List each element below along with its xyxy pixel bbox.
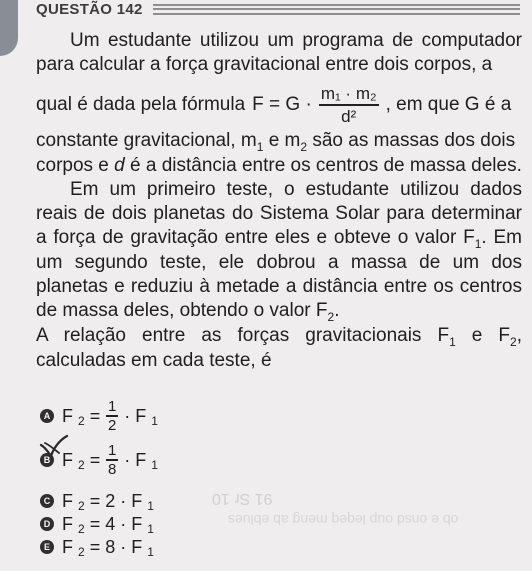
option-a[interactable] (40, 398, 158, 434)
option-a-denominator: 2 (108, 416, 117, 434)
paragraph-1-line-4-end: é a distância entre os centros de massa deles. (124, 155, 522, 176)
option-b-suffix: · F (124, 449, 147, 470)
option-c-letter: C (40, 494, 54, 508)
option-e-main: F (62, 536, 73, 557)
formula-suffix: , em que G é a (385, 94, 512, 115)
question-header (36, 0, 520, 18)
paragraph-2-end: . (334, 300, 340, 321)
paragraph-1-line-4 (36, 154, 522, 178)
mass-1-subscript: 1 (256, 140, 264, 154)
option-a-prefix: F (62, 405, 73, 426)
force-1-subscript: 1 (474, 237, 482, 251)
option-a-numerator: 1 (108, 398, 117, 416)
formula-fraction (319, 85, 379, 125)
bleed-through-text-1: 91 Sr 10 (212, 490, 273, 507)
paragraph-2 (36, 178, 522, 324)
option-b-denominator: 8 (108, 460, 117, 478)
option-d-main: F (62, 513, 73, 534)
formula-fraction-bar (319, 104, 379, 106)
option-c-rest: = 2 · F (89, 490, 143, 511)
option-c-rest-sub: 1 (147, 499, 154, 513)
paragraph-1-line-3-end: são as massas dos dois (307, 130, 516, 151)
option-e-text (62, 537, 154, 558)
option-d-rest-sub: 1 (147, 522, 154, 536)
option-e[interactable] (40, 535, 154, 559)
option-b-prefix: F (62, 449, 73, 470)
option-a-equals: = (89, 405, 101, 426)
option-c-main-sub: 2 (78, 499, 85, 513)
option-c-text (62, 491, 154, 512)
option-b-fraction (106, 443, 118, 477)
option-e-rest: = 8 · F (89, 536, 143, 557)
option-b-text (62, 443, 158, 477)
mass-2-subscript: 2 (300, 140, 308, 154)
formula-line (36, 81, 522, 129)
paragraph-3-subscript-1: 1 (449, 335, 456, 349)
option-e-main-sub: 2 (78, 545, 85, 559)
paragraph-3-text: A relação entre as forças gravitacionais F (36, 325, 450, 346)
formula-numerator: m₁ · m₂ (320, 84, 377, 104)
distance-symbol: d (114, 155, 125, 176)
formula-prefix: qual é dada pela fórmula (36, 94, 246, 115)
option-d-text (62, 514, 154, 535)
option-e-letter: E (40, 540, 54, 554)
paragraph-3 (36, 324, 522, 373)
force-2-subscript: 2 (327, 310, 335, 324)
paragraph-2-text: Em um primeiro teste, o estudante utilizou dados reais de dois planetas do Sistema Solar para determinar a força de gravitação entre eles e obteve o valor F (36, 179, 522, 248)
paragraph-1-line-3 (36, 129, 522, 154)
question-text (36, 29, 522, 373)
option-b-numerator: 1 (108, 442, 117, 460)
paragraph-2-mid: . Em um segundo teste, ele dobrou a massa de um dos planetas e reduziu à metade a distância entre os centros de massa deles, obtendo o valor F (36, 227, 522, 321)
option-b-suffix-sub: 1 (151, 458, 158, 472)
formula-denominator: d² (341, 106, 357, 126)
option-c-main: F (62, 490, 73, 511)
option-e-rest-sub: 1 (147, 545, 154, 559)
option-d-main-sub: 2 (78, 522, 85, 536)
option-a-suffix: · F (124, 405, 147, 426)
option-a-letter: A (40, 409, 54, 423)
paragraph-1-line-3-mid: e m (263, 130, 301, 151)
header-decoration (153, 4, 520, 15)
paragraph-1-line-1 (36, 29, 522, 77)
option-a-fraction (106, 399, 118, 433)
option-a-suffix-sub: 1 (151, 414, 158, 428)
paragraph-1-line-4-text: corpos e (36, 155, 115, 176)
option-d[interactable] (40, 512, 154, 536)
question-title: QUESTÃO 142 (36, 0, 143, 18)
paragraph-1-line-3-text: constante gravitacional, m (36, 130, 257, 151)
paragraph-1-text: Um estudante utilizou um programa de computador para calcular a força gravitacional entre dois corpos, a (36, 30, 522, 75)
option-a-text (62, 399, 158, 433)
paragraph-3-subscript-2: 2 (510, 335, 517, 349)
option-a-prefix-sub: 2 (78, 414, 85, 428)
side-tab (0, 0, 18, 56)
option-d-letter: D (40, 517, 54, 531)
option-d-rest: = 4 · F (89, 513, 143, 534)
option-b[interactable] (40, 442, 158, 478)
option-b-letter: B (40, 453, 54, 467)
paragraph-3-mid: e F (455, 325, 511, 346)
paragraph-3-end: , calculadas em cada teste, é (36, 325, 522, 371)
option-b-equals: = (89, 449, 101, 470)
option-b-prefix-sub: 2 (78, 458, 85, 472)
option-c[interactable] (40, 489, 154, 513)
bleed-through-text-2: ob e onsd oup leqeq meng ab eblues (228, 512, 459, 528)
formula-lhs: F = G · (252, 94, 312, 115)
